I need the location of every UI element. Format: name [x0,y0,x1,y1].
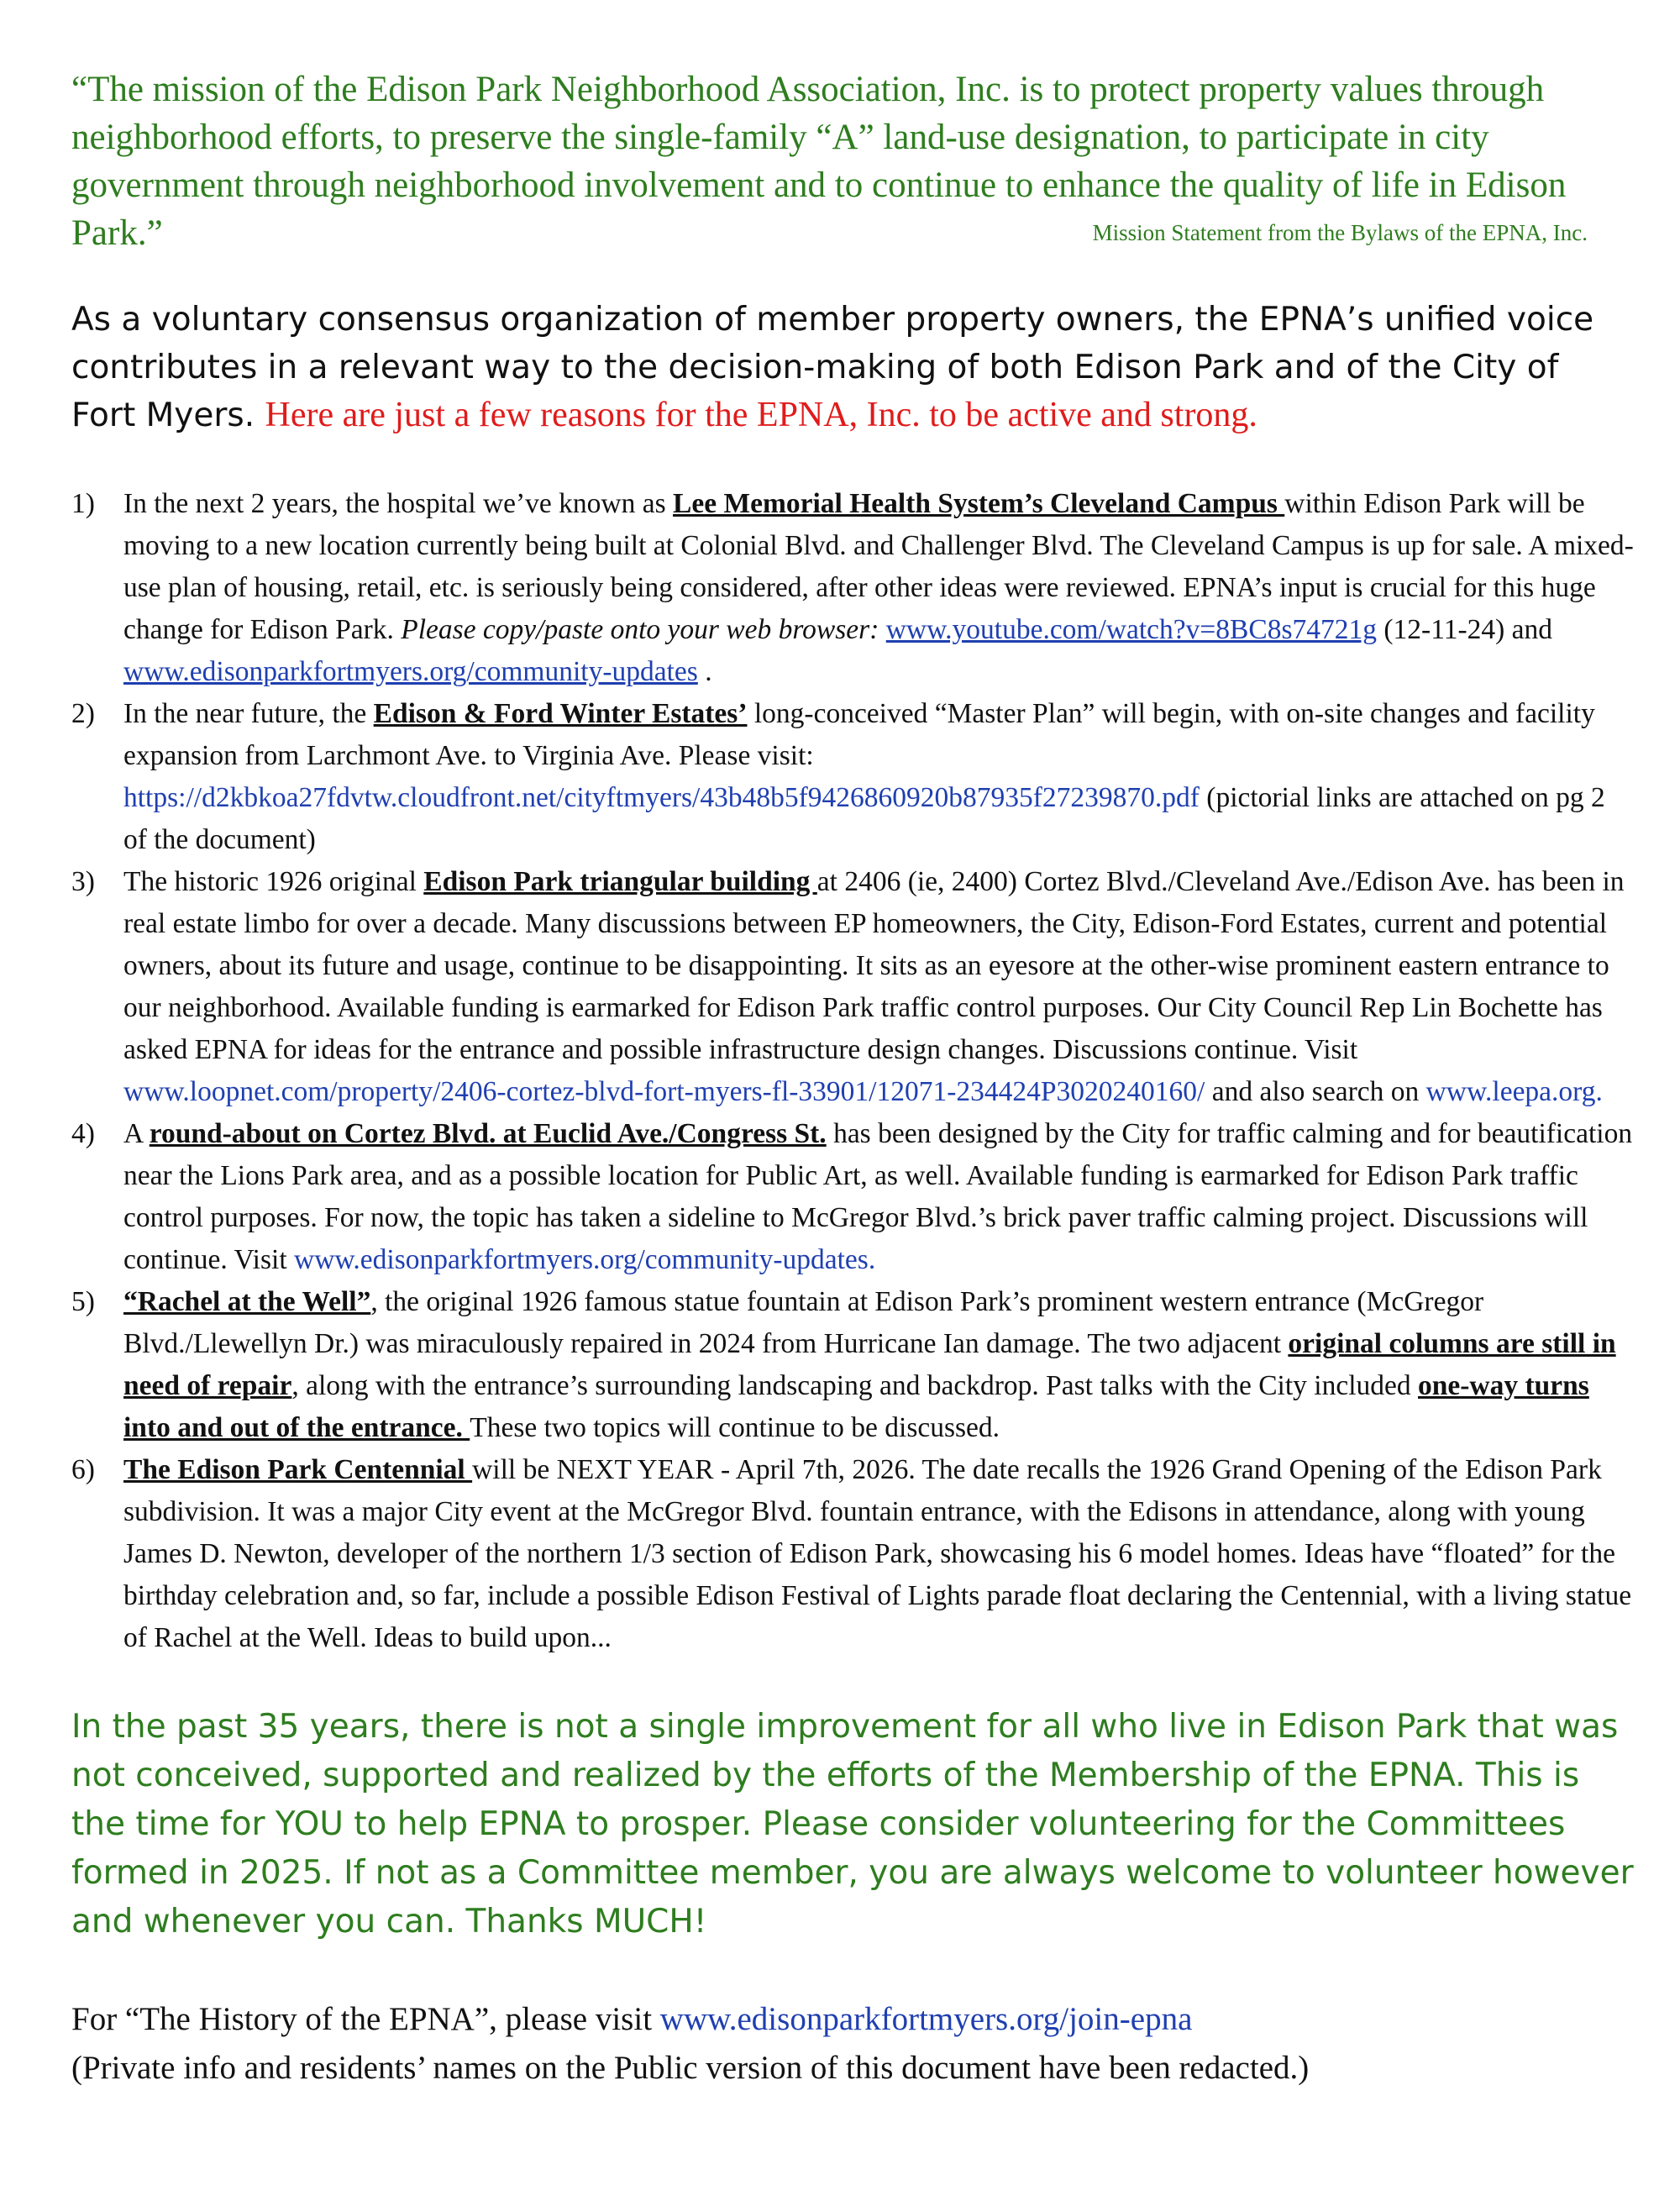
reason-text: will be NEXT YEAR - April 7th, 2026. The date recalls the 1926 Grand Opening of the Edison Park subdivision. It was a major City event at the McGregor Blvd. fountain entrance, with the Edisons in attendance, along with young James D. Newton, developer of the northern 1/3 section of Edison Park, showcasing his 6 model homes. Ideas have “floated” for the birthday celebration and, so far, include a possible Edison Festival of Lights parade float declaring the Centennial, with a living statue of Rachel at the Well. Ideas to build upon... [123,1454,1632,1653]
reason-underlined-topic: Edison & Ford Winter Estates’ [373,698,748,729]
reason-text: . [697,656,712,687]
loopnet-link[interactable]: www.loopnet.com/property/2406-cortez-blvd-fort-myers-fl-33901/12071-234424P3020240160/ [123,1076,1205,1107]
reason-number: 5) [71,1286,95,1317]
reason-item-1 [71,483,1634,693]
reason-number: 3) [71,866,95,897]
reason-text: A [123,1118,150,1149]
reason-underlined-topic: one-way turns into and out of the entrance. [123,1370,1589,1443]
reason-item-3 [71,861,1634,1113]
youtube-link[interactable]: www.youtube.com/watch?v=8BC8s74721g [885,614,1378,645]
join-epna-link[interactable]: www.edisonparkfortmyers.org/join-epna [659,2001,1193,2037]
master-plan-pdf-link[interactable]: https://d2kbkoa27fdvtw.cloudfront.net/cityftmyers/43b48b5f9426860920b87935f27239870.pdf [123,782,1200,813]
reason-text: has been designed by the City for traffic calming and for beautification near the Lions Park area, and as a possible location for Public Art, as well. Available funding is earmarked for Edison Park traffic control purposes. For now, the topic has taken a sideline to McGregor Blvd.’s brick paver traffic calming project. Discussions will continue. Visit [123,1118,1633,1275]
reason-item-4 [71,1113,1634,1281]
reason-text: and also search on [1205,1076,1426,1107]
reason-text: (12-11-24) and [1377,614,1553,645]
reason-item-2 [71,693,1634,861]
reason-text: These two topics will continue to be discussed. [470,1412,1000,1443]
reason-underlined-topic: The Edison Park Centennial [123,1454,473,1485]
mission-source: Mission Statement from the Bylaws of the EPNA, Inc. [1092,220,1588,245]
intro-text: As a voluntary consensus organization of member property owners, the EPNA’s unified voice contributes in a relevant way to the decision-making of both Edison Park and of the City of Fort Myers. [71,301,1594,434]
reason-number: 6) [71,1454,95,1485]
reason-item-6 [71,1449,1634,1659]
reason-item-5 [71,1281,1634,1449]
reason-underlined-topic: round-about on Cortez Blvd. at Euclid Ave./Congress St. [149,1118,827,1149]
footer [71,1995,1634,2093]
reason-underlined-topic: Edison Park triangular building [423,866,817,897]
reason-number: 4) [71,1118,95,1149]
reason-number: 2) [71,698,95,729]
leepa-link[interactable]: www.leepa.org. [1425,1076,1603,1107]
reason-text: , the original 1926 famous statue fountain at Edison Park’s prominent western entrance (McGregor Blvd./Llewellyn Dr.) was miraculously repaired in 2024 from Hurricane Ian damage. The two adjacent [123,1286,1484,1359]
community-updates-link[interactable]: www.edisonparkfortmyers.org/community-updates [123,656,698,687]
closing-paragraph: In the past 35 years, there is not a single improvement for all who live in Edison Park that was not conceived, supported and realized by the efforts of the Membership of the EPNA. This is the time for YOU to help EPNA to prosper. Please consider volunteering for the Committees formed in 2025. If not as a Committee member, you are always welcome to volunteer however and whenever you can. Thanks MUCH! [71,1708,1634,1941]
reason-text: In the near future, the [123,698,374,729]
reason-text: long-conceived “Master Plan” will begin, with on-site changes and facility expansion from Larchmont Ave. to Virginia Ave. Please visit: [123,698,1595,771]
redaction-note: (Private info and residents’ names on the Public version of this document have been redacted.) [71,2050,1310,2086]
reasons-list [71,483,1634,1659]
reason-text: The historic 1926 original [123,866,424,897]
mission-statement [71,66,1634,257]
intro-highlight: Here are just a few reasons for the EPNA, Inc. to be active and strong. [265,396,1257,434]
intro-paragraph [71,296,1625,439]
history-text: For “The History of the EPNA”, please visit [71,2001,660,2037]
reason-text: within Edison Park will be moving to a new location currently being built at Colonial Blvd. and Challenger Blvd. The Cleveland Campus is up for sale. A mixed-use plan of housing, retail, etc. is seriously being considered, after other ideas were reviewed. EPNA’s input is crucial for this huge change for Edison Park. [123,488,1634,645]
reason-text: at 2406 (ie, 2400) Cortez Blvd./Cleveland Ave./Edison Ave. has been in real estate limbo for over a decade. Many discussions between EP homeowners, the City, Edison-Ford Estates, current and potential owners, about its future and usage, continue to be disappointing. It sits as an eyesore at the other-wise prominent eastern entrance to our neighborhood. Available funding is earmarked for Edison Park traffic control purposes. Our City Council Rep Lin Bochette has asked EPNA for ideas for the entrance and possible infrastructure design changes. Discussions continue. Visit [123,866,1625,1065]
reason-text: In the next 2 years, the hospital we’ve known as [123,488,674,519]
reason-underlined-topic: Lee Memorial Health System’s Cleveland Campus [673,488,1285,519]
reason-text: (pictorial links are attached on pg 2 of the document) [123,782,1605,855]
reason-text: , along with the entrance’s surrounding landscaping and backdrop. Past talks with the City included [291,1370,1419,1401]
mission-quote: “The mission of the Edison Park Neighborhood Association, Inc. is to protect property values through neighborhood efforts, to preserve the single-family “A” land-use designation, to participate in city government through neighborhood involvement and to continue to enhance the quality of life in Edison Park.” [71,70,1567,253]
reason-underlined-topic: original columns are still in need of repair [123,1328,1616,1401]
reason-underlined-topic: “Rachel at the Well” [123,1286,371,1317]
reason-italic-instruction: Please copy/paste onto your web browser: [401,614,879,645]
community-updates-link[interactable]: www.edisonparkfortmyers.org/community-updates. [294,1244,876,1275]
reason-number: 1) [71,488,95,519]
